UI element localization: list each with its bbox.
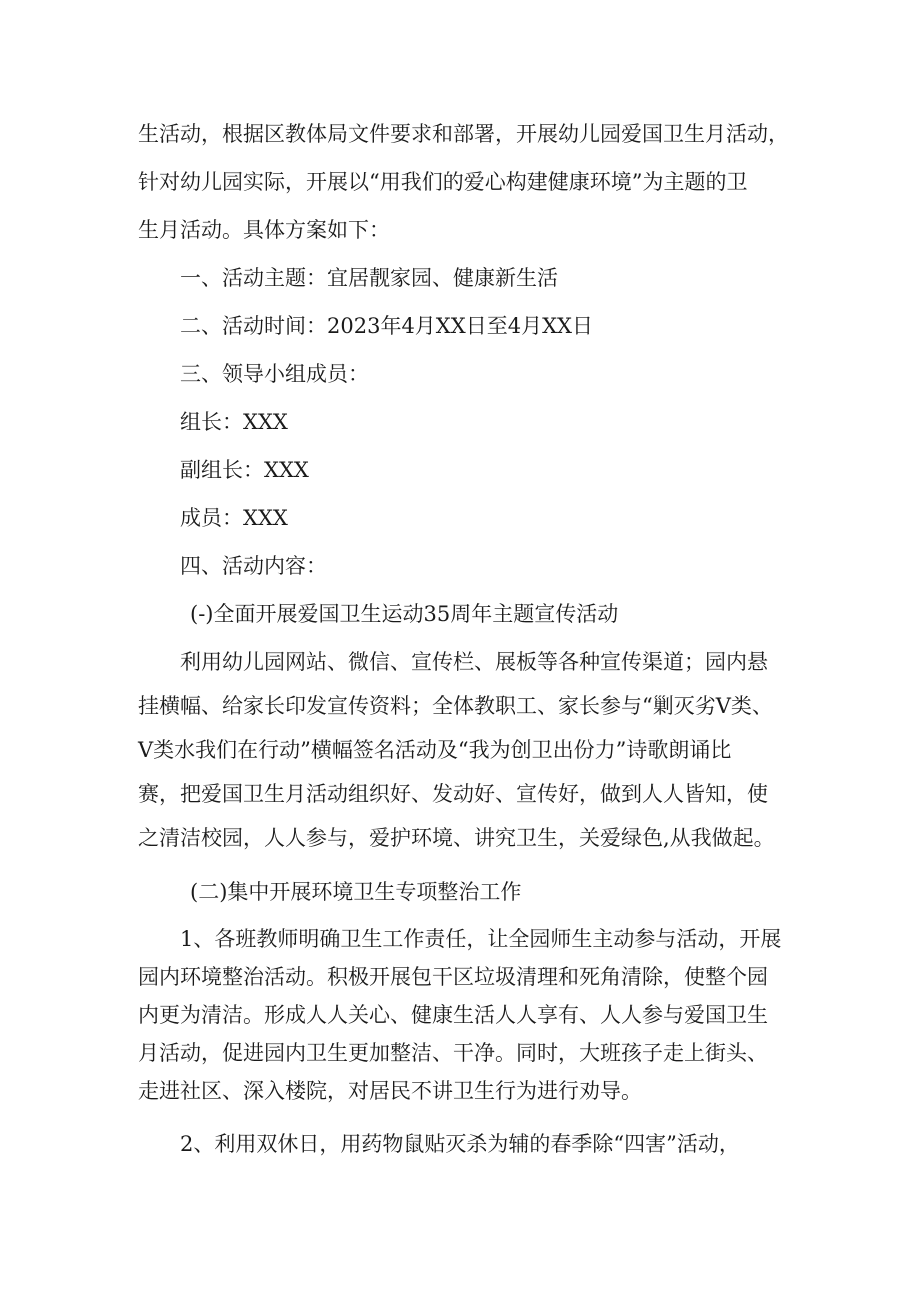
section-heading-theme: 一、活动主题：宜居靓家园、健康新生活 [180, 266, 558, 290]
member-leader: 组长：XXX [180, 410, 288, 434]
text-line: 月活动，促进园内卫生更加整洁、干净。同时，大班孩子走上街头、 [138, 1041, 768, 1065]
text-line: 针对幼儿园实际，开展以“用我们的爱心构建健康环境”为主题的卫 [138, 170, 748, 194]
text-line: 利用幼儿园网站、微信、宣传栏、展板等各种宣传渠道；园内悬 [180, 650, 768, 674]
member-members: 成员：XXX [180, 506, 288, 530]
text-line: 内更为清洁。形成人人关心、健康生活人人享有、人人参与爱国卫生 [138, 1003, 768, 1027]
subsection-heading-2: (二)集中开展环境卫生专项整治工作 [190, 880, 522, 904]
text-line: 2、利用双休日，用药物鼠贴灭杀为辅的春季除“四害”活动， [180, 1132, 740, 1156]
member-deputy-leader: 副组长：XXX [180, 458, 309, 482]
text-line: 生活动，根据区教体局文件要求和部署，开展幼儿园爱国卫生月活动， [138, 122, 789, 146]
section-heading-content: 四、活动内容： [180, 554, 327, 578]
intro-paragraph [138, 112, 798, 252]
text-line: 走进社区、深入楼院，对居民不讲卫生行为进行劝导。 [138, 1079, 642, 1103]
content-paragraph-1 [138, 640, 798, 860]
section-heading-time: 二、活动时间：2023年4月XX日至4月XX日 [180, 314, 593, 338]
text-line: 园内环境整治活动。积极开展包干区垃圾清理和死角清除，使整个园 [138, 965, 768, 989]
text-line: V类水我们在行动”横幅签名活动及“我为创卫出份力”诗歌朗诵比 [138, 738, 732, 762]
content-paragraph-3 [138, 1122, 798, 1166]
text-line: 赛，把爱国卫生月活动组织好、发动好、宣传好，做到人人皆知，使 [138, 782, 768, 806]
content-paragraph-2 [138, 920, 798, 1110]
text-line: 挂横幅、给家长印发宣传资料；全体教职工、家长参与“剿灭劣V类、 [138, 694, 773, 718]
subsection-heading-1: (-)全面开展爱国卫生运动35周年主题宣传活动 [190, 602, 619, 626]
text-line: 之清洁校园，人人参与，爱护环境、讲究卫生，关爱绿色,从我做起。 [138, 826, 775, 850]
text-line: 1、各班教师明确卫生工作责任，让全园师生主动参与活动，开展 [180, 927, 782, 951]
document-body [138, 112, 798, 1166]
text-line: 生月活动。具体方案如下： [138, 218, 390, 242]
section-heading-leaders: 三、领导小组成员： [180, 362, 369, 386]
